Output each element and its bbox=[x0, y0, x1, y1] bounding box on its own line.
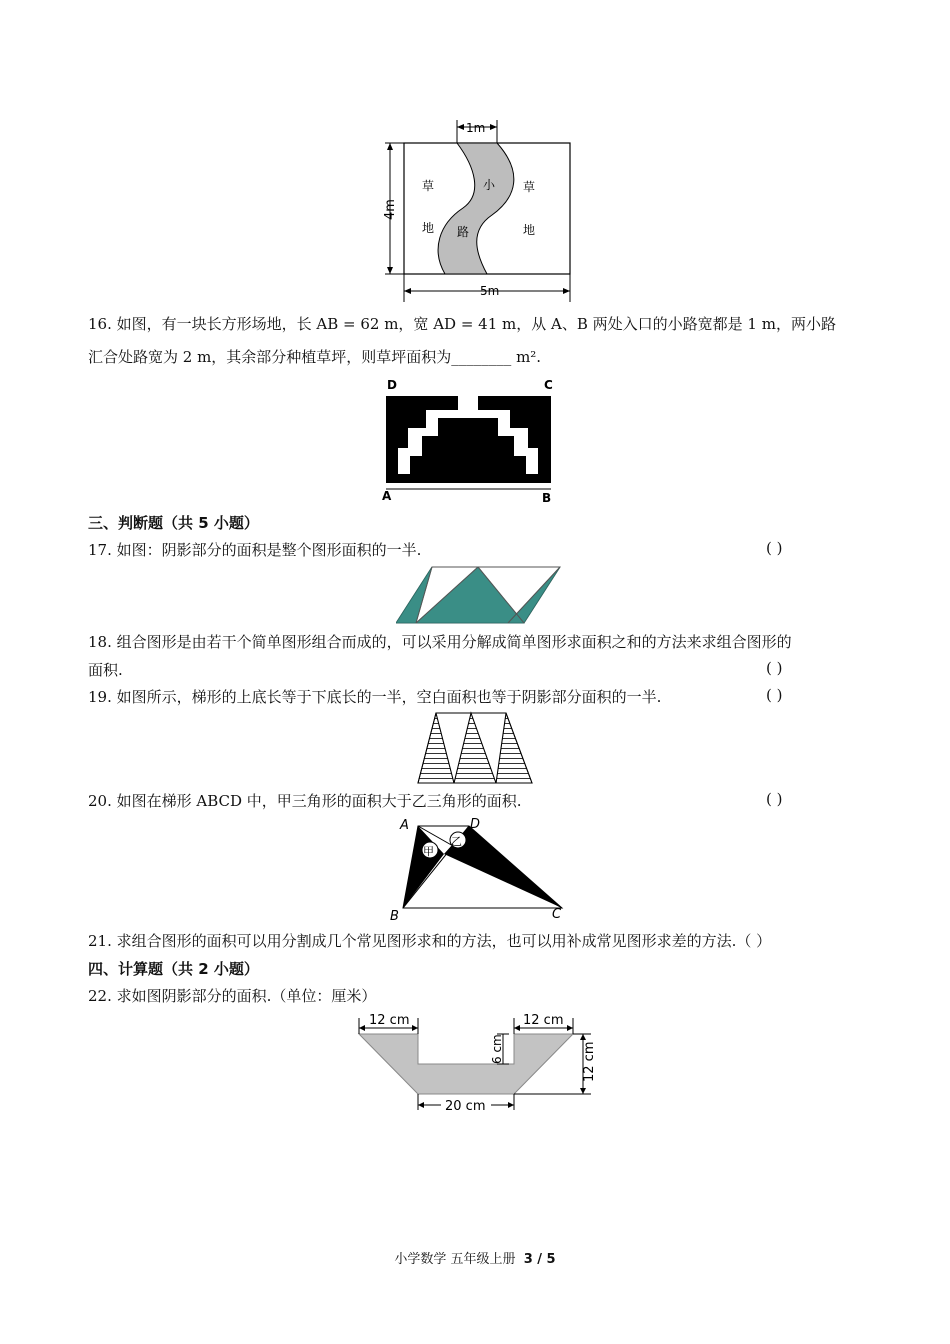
label-B: B bbox=[542, 491, 552, 504]
grass-left-2: 地 bbox=[422, 221, 435, 235]
q19-text: 19. 如图所示，梯形的上底长等于下底长的一半，空白面积也等于阴影部分面积的一半. bbox=[88, 688, 662, 706]
label-B: B bbox=[390, 909, 399, 922]
height-label: 4m bbox=[383, 199, 398, 220]
q22-text: 22. 求如图阴影部分的面积.（单位：厘米） bbox=[88, 987, 377, 1005]
section-4-title: 四、计算题（共 2 小题） bbox=[88, 960, 259, 978]
label-A: A bbox=[400, 818, 409, 833]
label-jia: 甲 bbox=[423, 845, 434, 858]
label-top-right: 12 cm bbox=[523, 1013, 564, 1028]
grass-left-1: 草 bbox=[422, 179, 435, 193]
figure-parallelogram bbox=[396, 565, 562, 625]
label-A: A bbox=[382, 489, 392, 503]
q16-line1: 16. 如图，有一块长方形场地，长 AB = 62 m，宽 AD = 41 m，从 A、B 两处入口的小路宽都是 1 m，两小路 bbox=[88, 315, 836, 333]
figure-staircase-field bbox=[378, 376, 563, 504]
bottom-label: 5m bbox=[480, 284, 500, 298]
label-D: D bbox=[470, 817, 481, 832]
path-char-2: 路 bbox=[457, 225, 470, 239]
grass-right-1: 草 bbox=[523, 180, 536, 194]
label-bottom: 20 cm bbox=[445, 1099, 486, 1114]
q17-answer-paren[interactable]: ( ) bbox=[766, 539, 783, 557]
label-outer-height: 12 cm bbox=[582, 1041, 597, 1082]
width-label: 1m bbox=[466, 121, 486, 135]
footer-subject: 小学数学 五年级上册 bbox=[394, 1252, 516, 1267]
page-footer bbox=[0, 1248, 950, 1267]
q21-text: 21. 求组合图形的面积可以用分割成几个常见图形求和的方法，也可以用补成常见图形求差的方法.（ ） bbox=[88, 932, 772, 950]
q18-line1: 18. 组合图形是由若干个简单图形组合而成的，可以采用分解成简单图形求面积之和的方法来求组合图形的 bbox=[88, 633, 792, 651]
label-yi: 乙 bbox=[451, 835, 462, 848]
q20-text: 20. 如图在梯形 ABCD 中，甲三角形的面积大于乙三角形的面积. bbox=[88, 792, 522, 810]
label-C: C bbox=[552, 907, 562, 922]
q20-answer-paren[interactable]: ( ) bbox=[766, 790, 783, 808]
figure-trapezoid-hatched bbox=[414, 711, 538, 785]
q16-line2: 汇合处路宽为 2 m，其余部分种植草坪，则草坪面积为________ m². bbox=[88, 348, 542, 366]
figure-shaded-trapezoid bbox=[353, 1010, 601, 1116]
figure-grass-path bbox=[375, 112, 585, 307]
grass-right-2: 地 bbox=[523, 223, 536, 237]
path-char-1: 小 bbox=[483, 178, 496, 192]
q19-answer-paren[interactable]: ( ) bbox=[766, 686, 783, 704]
q18-answer-paren[interactable]: ( ) bbox=[766, 659, 783, 677]
figure-trapezoid-abcd bbox=[386, 812, 570, 922]
label-top-left: 12 cm bbox=[369, 1013, 410, 1028]
footer-page-number: 3 / 5 bbox=[523, 1252, 556, 1267]
q18-line2: 面积. bbox=[88, 661, 123, 679]
label-inner-height: 6 cm bbox=[490, 1034, 504, 1064]
q17-text: 17. 如图：阴影部分的面积是整个图形面积的一半. bbox=[88, 541, 422, 559]
section-3-title: 三、判断题（共 5 小题） bbox=[88, 514, 259, 532]
label-C: C bbox=[544, 378, 553, 392]
label-D: D bbox=[387, 378, 397, 392]
